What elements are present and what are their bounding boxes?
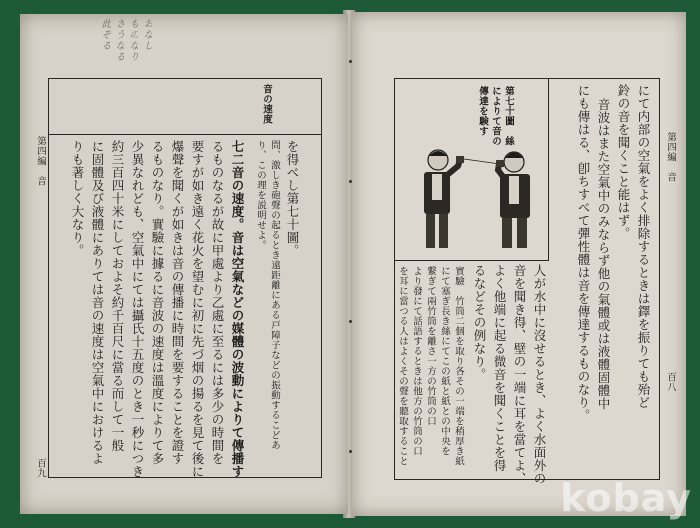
experiment-line-3: 繋ぎて兩竹筒を離さ一方の竹筒の口 [425,266,436,426]
text-line-3: り、この理を説明せよ。 [255,140,266,250]
box-heading: 音の速度 [261,84,272,124]
figure-divider-vertical [548,78,549,260]
text-line-4: 七二音の速度。音は空氣などの媒體の波動によりて傳播す [230,140,245,478]
figure-divider-horizontal [394,260,549,261]
binding-hole [349,60,352,63]
right-page [352,12,686,516]
text-line-7: よく他端に起る微音を聞くことを得 [492,264,507,472]
experiment-line-2: にて塞ぎ長き絲にてこの紙と紙との中央を [439,266,450,456]
handwritten-note-3: ものなり [127,18,138,62]
text-line-8: るなどその例なり。 [472,264,487,381]
text-line-12: りも著しく大なり。 [70,140,85,257]
text-line-10: 約三百四十米にしておよそ約千百尺に當る而して一般 [110,140,125,452]
figure-caption: 第七十圖 絲によりて音の傳達を験す [477,86,514,146]
text-line-5: るものなるが故に甲處より乙處に至るには多少の時間を [210,140,225,465]
experiment-line-4: より發にて話語するときは他方の竹筒の口 [411,266,422,456]
experiment-line-1: 實驗 竹筒二個を取り各その一端を稍厚き紙 [453,266,464,466]
string-line [464,159,500,164]
handwritten-note-4: おなし [141,18,152,51]
left-page [20,14,348,514]
section-header: 第四編 音 [665,132,676,182]
page-number: 百九 [35,458,46,478]
handwritten-note-2: さうなる [113,18,124,62]
person-left-figure [424,150,464,248]
text-line-3: 音波はまた空氣中のみならず他の氣體或は液體固體中 [596,98,611,410]
binding-hole [349,180,352,183]
text-line-6: 要すが如き遠く花火を望むに初に先づ烟の揚るを見て後に [190,140,205,478]
text-line-6: 音を聞き得、壁の一端に耳を當てよ、 [512,264,527,485]
text-line-9: 少異なれども、空氣中にては攝氏十五度のとき一秒につき [130,140,145,478]
person-right-figure [496,152,530,248]
text-line-2: 問、激しき砲聲の起るとき遠距離にある戸障子などの振動するこどあ [269,140,280,450]
text-line-1: を得べし第七十圖。 [285,140,300,257]
binding-hole [349,450,352,453]
text-line-8: るものなり。實驗に據るに音波の速度は溫度によりて多 [150,140,165,465]
page-number: 百八 [665,372,676,392]
section-header: 第四編 音 [35,136,46,186]
text-line-4: にも傳はる、卽ちすべて彈性體は音を傳達するものなり。 [576,84,591,422]
string-telephone-illustration [402,142,547,252]
text-line-11: に固體及び液體にありては音の速度は空氣中におけるよ [90,140,105,465]
text-line-2: 鈴の音を聞くこと能はず。 [616,84,631,240]
frame-divider [48,134,321,135]
experiment-line-5: を耳に當つる人はよくその聲を聽取すること [397,266,408,466]
handwritten-note-1: 此ぞる [99,18,110,51]
text-line-5: 人が水中に沒せるとき、よく水面外の [532,264,547,485]
watermark-logo: kobay [560,476,692,520]
text-line-1: にて内部の空氣をよく排除するときは鐸を振りても殆ど [636,84,651,409]
binding-hole [349,320,352,323]
text-line-7: 爆聲を聞くが如きは音の傳播に時間を要することを證す [170,140,185,465]
